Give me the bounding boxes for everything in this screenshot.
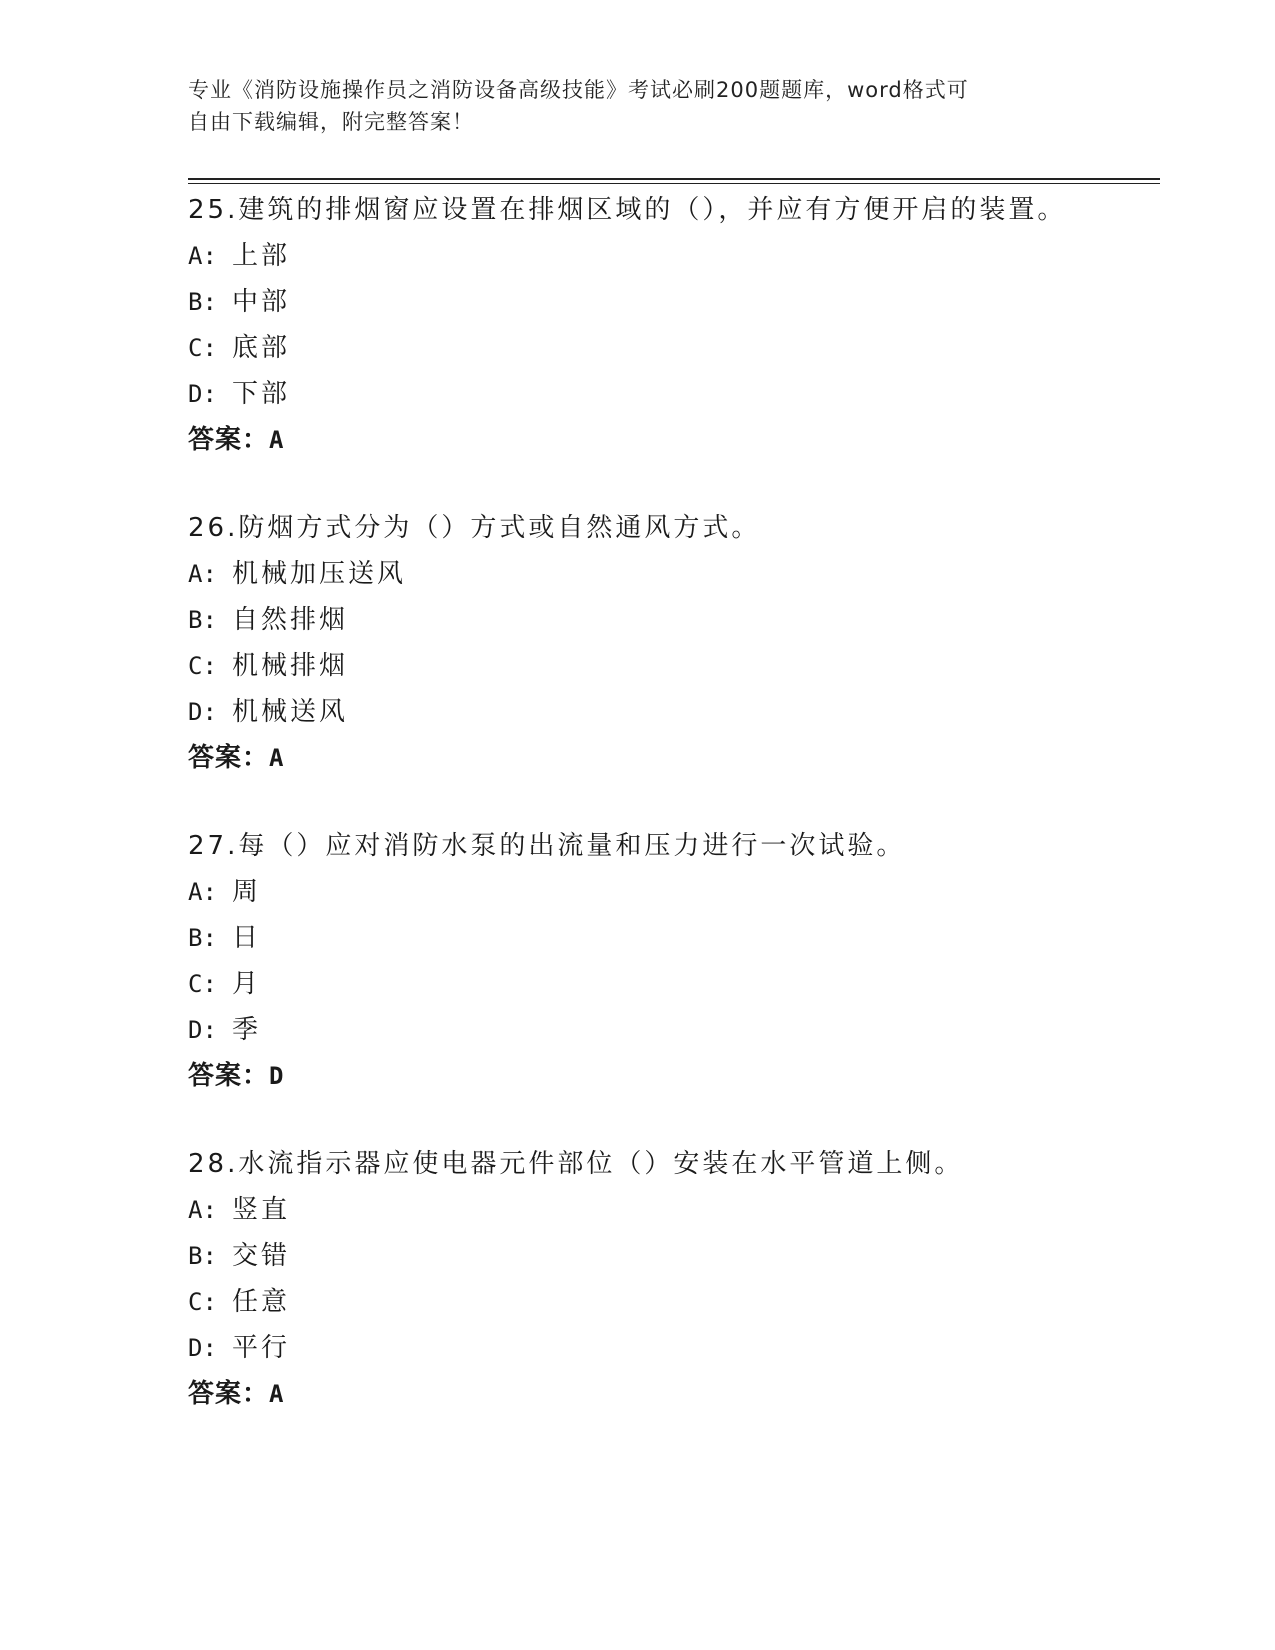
answer-line [188, 1376, 1168, 1422]
option-text: 月 [232, 969, 262, 999]
option-letter: B: [188, 1242, 217, 1270]
question-stem: 28.水流指示器应使电器元件部位（）安装在水平管道上侧。 [188, 1149, 964, 1179]
question-stem: 26.防烟方式分为（）方式或自然通风方式。 [188, 513, 761, 543]
header-line-1: 专业《消防设施操作员之消防设备高级技能》考试必刷200题题库，word格式可 [188, 78, 969, 102]
option-letter: D: [188, 1016, 217, 1044]
option-letter: A: [188, 1196, 217, 1224]
answer-label: 答案： [188, 1379, 270, 1409]
option-letter: A: [188, 878, 217, 906]
option-text: 竖直 [232, 1195, 291, 1225]
option-text: 中部 [232, 287, 291, 317]
answer-label: 答案： [188, 1061, 270, 1091]
option-letter: B: [188, 606, 217, 634]
question-block [188, 1146, 1168, 1422]
option-d [188, 376, 1168, 422]
question-block [188, 192, 1168, 468]
option-a [188, 874, 1168, 920]
option-text: 季 [232, 1015, 262, 1045]
option-text: 任意 [232, 1287, 291, 1317]
header-divider-thick [188, 178, 1160, 180]
option-d [188, 1012, 1168, 1058]
option-text: 日 [232, 923, 262, 953]
option-text: 底部 [232, 333, 291, 363]
question-stem: 25.建筑的排烟窗应设置在排烟区域的（），并应有方便开启的装置。 [188, 195, 1067, 225]
option-text: 机械排烟 [232, 651, 349, 681]
option-d [188, 694, 1168, 740]
answer-label: 答案： [188, 743, 270, 773]
option-text: 机械送风 [232, 697, 349, 727]
answer-label: 答案： [188, 425, 270, 455]
answer-line [188, 422, 1168, 468]
option-letter: B: [188, 924, 217, 952]
option-text: 平行 [232, 1333, 291, 1363]
option-letter: B: [188, 288, 217, 316]
option-c [188, 330, 1168, 376]
answer-value: D [269, 1062, 284, 1090]
option-letter: D: [188, 1334, 217, 1362]
header-line-2: 自由下载编辑，附完整答案！ [188, 110, 474, 134]
answer-line [188, 1058, 1168, 1104]
option-letter: C: [188, 970, 217, 998]
option-letter: C: [188, 334, 217, 362]
question-block [188, 510, 1168, 786]
option-letter: A: [188, 560, 217, 588]
header-divider-thin [188, 183, 1160, 184]
option-text: 机械加压送风 [232, 559, 407, 589]
option-letter: C: [188, 1288, 217, 1316]
answer-value: A [269, 1380, 284, 1408]
answer-value: A [269, 744, 284, 772]
option-text: 上部 [232, 241, 291, 271]
option-letter: D: [188, 380, 217, 408]
answer-line [188, 740, 1168, 786]
option-letter: A: [188, 242, 217, 270]
option-a [188, 556, 1168, 602]
option-c [188, 648, 1168, 694]
question-stem: 27.每（）应对消防水泵的出流量和压力进行一次试验。 [188, 831, 906, 861]
question-block [188, 828, 1168, 1104]
option-text: 周 [232, 877, 262, 907]
option-b [188, 284, 1168, 330]
option-b [188, 920, 1168, 966]
option-text: 下部 [232, 379, 291, 409]
document-header [188, 74, 1068, 138]
option-b [188, 602, 1168, 648]
option-b [188, 1238, 1168, 1284]
answer-value: A [269, 426, 284, 454]
option-a [188, 1192, 1168, 1238]
option-c [188, 966, 1168, 1012]
option-letter: D: [188, 698, 217, 726]
option-text: 自然排烟 [232, 605, 349, 635]
option-text: 交错 [232, 1241, 291, 1271]
option-d [188, 1330, 1168, 1376]
option-letter: C: [188, 652, 217, 680]
option-a [188, 238, 1168, 284]
option-c [188, 1284, 1168, 1330]
